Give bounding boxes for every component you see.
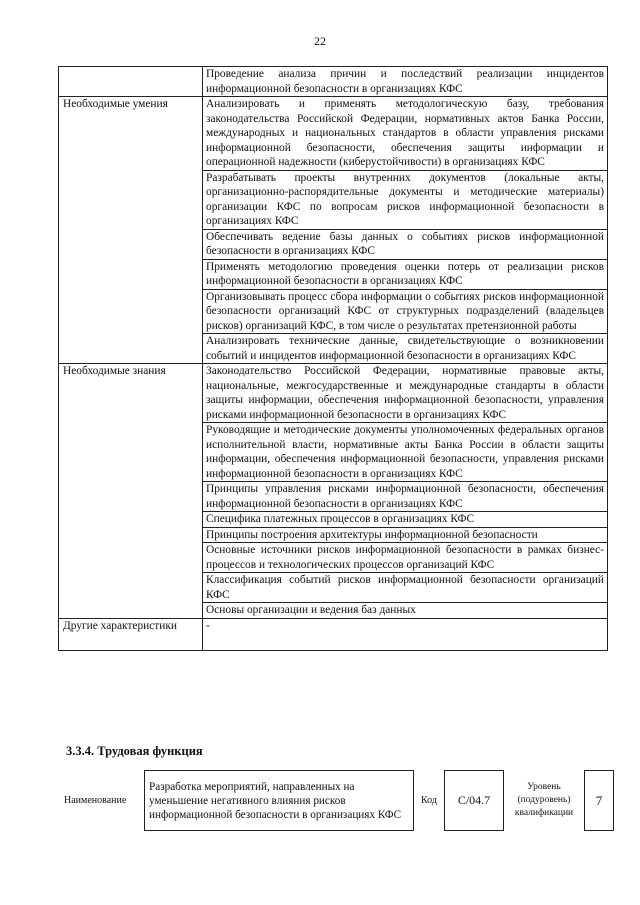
table-cell: Специфика платежных процессов в организациях КФС — [203, 512, 608, 528]
table-cell: Разрабатывать проекты внутренних документов (локальные акты, организационно-распорядительные документы и методические материалы) организации КФС по вопросам рисков информационной безопасности в организациях КФС — [203, 170, 608, 229]
table-cell: Применять методологию проведения оценки потерь от реализации рисков информационной безопасности в организациях КФС — [203, 259, 608, 289]
table-cell: Организовывать процесс сбора информации о событиях рисков информационной безопасности организаций КФС от структурных подразделений (владельцев рисков) организаций КФС, в том числе о результатах претензионной работы — [203, 289, 608, 334]
table-row — [59, 618, 608, 650]
table-cell: Классификация событий рисков информационной безопасности организаций КФС — [203, 573, 608, 603]
code-label: Код — [421, 795, 437, 806]
row-label — [59, 67, 203, 97]
table-cell: Анализировать технические данные, свидетельствующие о возникновении событий и инцидентов информационной безопасности в организациях КФС — [203, 334, 608, 364]
table-cell: Основы организации и ведения баз данных — [203, 603, 608, 619]
function-code: C/04.7 — [445, 771, 504, 831]
table-cell: Анализировать и применять методологическую базу, требования законодательства Российской Федерации, нормативных актов Банка России, международных и национальных стандартов в области управления рисками информационной безопасности, обеспечения защиты информации и операционной надежности (киберустойчивости) в организациях КФС — [203, 97, 608, 171]
table-row — [59, 97, 608, 171]
competency-table — [58, 66, 608, 651]
row-label-knowledge: Необходимые знания — [59, 364, 203, 619]
table-row — [59, 364, 608, 423]
row-label-other: Другие характеристики — [59, 618, 203, 650]
table-cell: Законодательство Российской Федерации, нормативные правовые акты, национальные, межгосударственные и международные стандарты в области защиты информации, обеспечения информационной безопасности, управления рисками информационной безопасности в организациях КФС — [203, 364, 608, 423]
table-cell: Принципы построения архитектуры информационной безопасности — [203, 527, 608, 543]
table-cell: Проведение анализа причин и последствий реализации инцидентов информационной безопасности в организациях КФС — [203, 67, 608, 97]
table-cell: Принципы управления рисками информационной безопасности, обеспечения информационной безопасности в организациях КФС — [203, 482, 608, 512]
function-table — [64, 770, 614, 831]
qualification-level: 7 — [585, 771, 614, 831]
name-label: Наименование — [64, 795, 127, 806]
table-cell: Основные источники рисков информационной безопасности в рамках бизнес-процессов и технологических процессов организаций КФС — [203, 543, 608, 573]
table-row — [59, 67, 608, 97]
table-cell: - — [203, 618, 608, 650]
table-cell: Обеспечивать ведение базы данных о событиях рисков информационной безопасности в организациях КФС — [203, 229, 608, 259]
function-name: Разработка мероприятий, направленных на уменьшение негативного влияния рисков информационной безопасности в организациях КФС — [145, 771, 414, 831]
row-label-skills: Необходимые умения — [59, 97, 203, 364]
section-heading: 3.3.4. Трудовая функция — [66, 744, 203, 758]
table-cell: Руководящие и методические документы уполномоченных федеральных органов исполнительной власти, нормативные акты Банка России в области защиты информации, обеспечения информационной безопасности, управления рисками информационной безопасности в организациях КФС — [203, 423, 608, 482]
level-label: Уровень (подуровень) квалификации — [514, 782, 574, 818]
page-number: 22 — [314, 34, 326, 48]
